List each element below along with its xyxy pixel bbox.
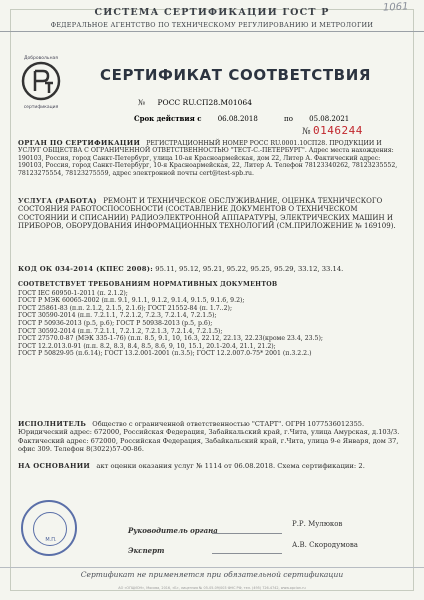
standard-item: ГОСТ Р 50936-2013 (р.5, р.6); ГОСТ Р 50938-2013 (р.5, р.6); [18,319,213,327]
voluntary-certification-logo [20,56,62,112]
executor-section [18,420,404,454]
organ-section [18,140,404,177]
service-heading: УСЛУГА (РАБОТА) [18,197,97,205]
service-section [18,197,404,231]
print-info: АО «ОПЦИОН», Москва, 2016, «Б», лицензия № 05-05-09/003 ФНС РФ, тел. (495) 726-4742, www.opcion.ru [118,586,306,590]
logo-caption-top: Добровольная [24,56,58,61]
standard-item: ГОСТ 12.2.013.0-91 (п.п. 8.2, 8.3, 8.4, 8.5, 8.6, 9, 10, 15.1, 20.1-20.4, 21.1, 21.2); [18,342,276,350]
serial-number [302,124,363,137]
seal-stamp [21,500,77,556]
agency-name: ФЕДЕРАЛЬНОЕ АГЕНТСТВО ПО ТЕХНИЧЕСКОМУ РЕГУЛИРОВАНИЮ И МЕТРОЛОГИИ [0,21,424,32]
handwritten-number: 1061 [382,1,409,14]
standard-item: ГОСТ 30590-2014 (п.п. 7.2.1.1, 7.2.1.2, 7.2.3, 7.2.1.4, 7.2.1.5); [18,312,217,320]
code-value: 95.11, 95.12, 95.21, 95.22, 95.25, 95.29, 33.12, 33.14. [155,265,344,273]
organ-heading: ОРГАН ПО СЕРТИФИКАЦИИ [18,139,141,147]
serial-prefix: № [302,127,312,137]
head-signature-role: Руководитель органа [128,526,218,535]
code-label: КОД ОК 034-2014 (КПЕС 2008): [18,265,154,273]
standard-item: ГОСТ 27570.0-87 (МЭК 335-1-76) (п.п. 8.5, 9.1, 10, 16.3, 22.12, 22.13, 22.23(кроме 23.4, 23.5); [18,335,323,343]
expert-signature-role: Эксперт [128,546,165,555]
certificate-title: СЕРТИФИКАТ СООТВЕТСТВИЯ [100,66,372,84]
validity-period [134,114,349,123]
serial-value: 0146244 [313,124,363,137]
executor-heading: ИСПОЛНИТЕЛЬ [18,420,87,428]
standard-item: ГОСТ Р 50829-95 (п.6.14); ГОСТ 13.2.001-2001 (п.3.5); ГОСТ 12.2.007.0-75* 2001 (п.3.2.2.) [18,350,312,358]
basis-heading: НА ОСНОВАНИИ [18,462,91,470]
rst-mark-icon [21,61,61,101]
head-signature-line [212,533,282,534]
expert-signature-line [212,553,282,554]
validity-to-label: по [284,115,293,123]
validity-label: Срок действия с [134,114,202,123]
number-label: № [138,98,146,107]
standards-section [18,281,404,358]
logo-caption-bottom: сертификация [23,105,59,110]
executor-text1: Общество с ограниченной ответственностью "СТАРТ". ОГРН 1077536012355. [92,420,365,428]
organ-text: УСЛУГ ОБЩЕСТВА С ОГРАНИЧЕННОЙ ОТВЕТСТВЕННОСТЬЮ "ТЕСТ-С.-ПЕТЕРБУРГ". Адрес места нахождения: 190103, Россия, город Санкт-Петербург, улица 10-ая Красноармейская, дом 22, Литер А. Фактический адрес: 190103, Россия, город Санкт-Петербург, 10-я Красноармейская, 22, Литер А. Телефон 78123340262, 78123235552, 78123275554, 78123275559, адрес электронной почты cert@test-spb.ru. [18,147,398,177]
validity-to: 05.08.2021 [309,115,350,123]
standard-item: ГОСТ 30592-2014 (п.п. 7.2.1.1, 7.2.1.2, 7.2.1.3, 7.2.1.4, 7.2.1.5); [18,327,223,335]
head-signature-name: Р.Р. Мулюков [292,520,343,528]
footer-note: Сертификат не применяется при обязательной сертификации [0,567,424,579]
validity-from: 06.08.2018 [217,115,258,123]
system-title: СИСТЕМА СЕРТИФИКАЦИИ ГОСТ Р [94,7,330,18]
seal-text: М.П. [45,537,57,543]
standard-item: ГОСТ Р МЭК 60065-2002 (п.п. 9.1, 9.1.1, 9.1.2, 9.1.4, 9.1.5, 9.1.6, 9.2); [18,297,245,305]
number-value: РОСС RU.СП28.М01064 [157,98,252,107]
standards-heading: СООТВЕТСТВУЕТ ТРЕБОВАНИЯМ НОРМАТИВНЫХ ДОКУМЕНТОВ [18,281,278,288]
basis-text: акт оценки оказания услуг № 1114 от 06.08.2018. Схема сертификации: 2. [96,462,365,470]
certificate-number [138,98,252,107]
executor-text: Юридический адрес: 672000, Российская Федерация, Забайкальский край, г.Чита, улица Амурская, д.103/3. Фактический адрес: 672000, Российская Федерация, Забайкальский край, г.Чита, улица 9-е Января, дом 37, офис 309. Телефон 8(3022)57-00-86. [18,428,400,454]
service-text1: РЕМОНТ И ТЕХНИЧЕСКОЕ ОБСЛУЖИВАНИЕ, ОЦЕНКА [103,197,316,205]
standard-item: ГОСТ IEC 60950-1-2011 (п. 2.1.2); [18,289,128,297]
standard-item: ГОСТ 25861-83 (п.п. 2.1.2, 2.1.5, 2.1.6); ГОСТ 21552-84 (п. 1.7..2); [18,304,233,312]
code-section [18,266,404,273]
service-text: ТЕХНИЧЕСКОГО СОСТОЯНИЯ РАБОТОСПОСОБНОСТИ (СОСТАВЛЕНИЕ ДОКУМЕНТОВ О ТЕХНИЧЕСКОМ СОСТОЯНИИ И СПИСАНИИ) РАДИОЭЛЕКТРОННОЙ АППАРАТУРЫ, ЭЛЕКТРИЧЕСКИХ МАШИН И ПРИБОРОВ, ОБОРУДОВАНИЯ ИНФОРМАЦИОННЫХ ТЕХНОЛОГИЙ (СМ.ПРИЛОЖЕНИЕ № 169109). [18,197,396,231]
organ-line1: РЕГИСТРАЦИОННЫЙ НОМЕР РОСС RU.0001.10СП28. ПРОДУКЦИИ И [146,140,382,147]
basis-section [18,463,404,470]
expert-signature-name: А.В. Скородумова [292,541,358,549]
